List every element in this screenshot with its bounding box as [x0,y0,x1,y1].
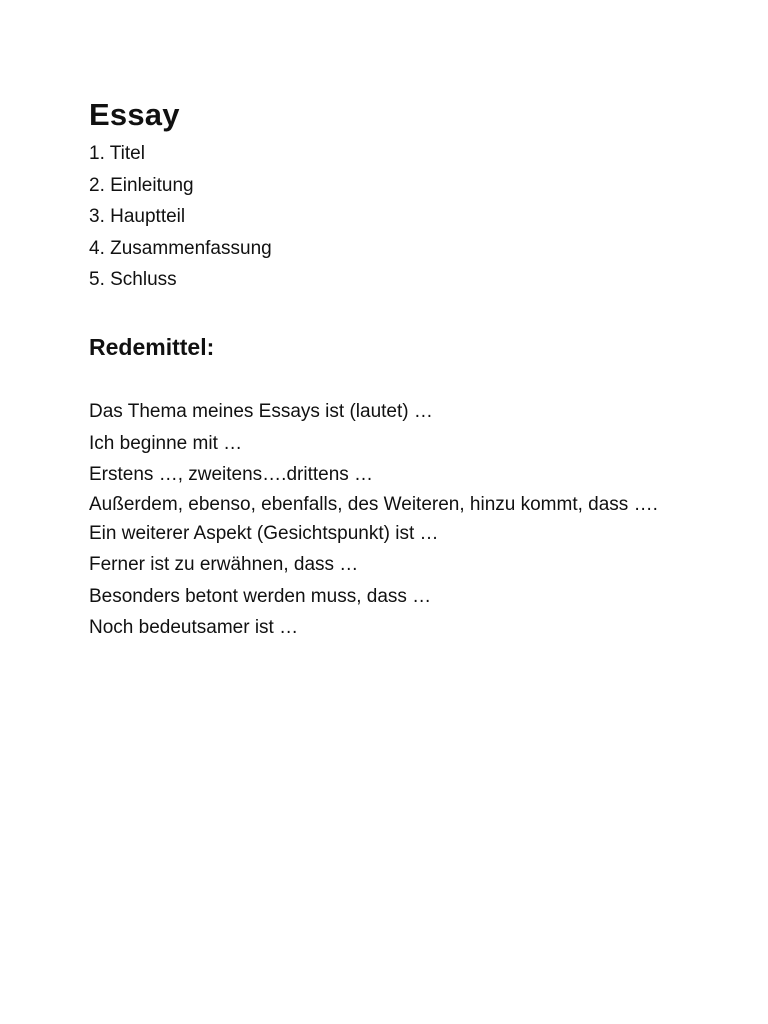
outline-item-schluss: 5. Schluss [89,269,177,290]
outline-list [89,141,272,299]
phrase-item: Außerdem, ebenso, ebenfalls, des Weiteren, hinzu kommt, dass …. [89,493,658,515]
phrase-item: Ein weiterer Aspekt (Gesichtspunkt) ist … [89,522,439,544]
phrase-item: Das Thema meines Essays ist (lautet) … [89,401,433,422]
phrase-list [89,399,689,647]
redemittel-heading: Redemittel: [89,334,215,360]
phrase-item: Ich beginne mit … [89,432,243,454]
phrase-item: Ferner ist zu erwähnen, dass … [89,554,359,575]
phrase-item: Besonders betont werden muss, dass … [89,585,432,607]
outline-item-einleitung: 2. Einleitung [89,174,194,196]
outline-item-titel: 1. Titel [89,143,145,164]
document-title: Essay [89,97,180,132]
phrase-item: Noch bedeutsamer ist … [89,617,299,638]
phrase-item: Erstens …, zweitens….drittens … [89,464,374,485]
outline-item-hauptteil: 3. Hauptteil [89,206,186,227]
outline-item-zusammenfassung: 4. Zusammenfassung [89,237,272,259]
